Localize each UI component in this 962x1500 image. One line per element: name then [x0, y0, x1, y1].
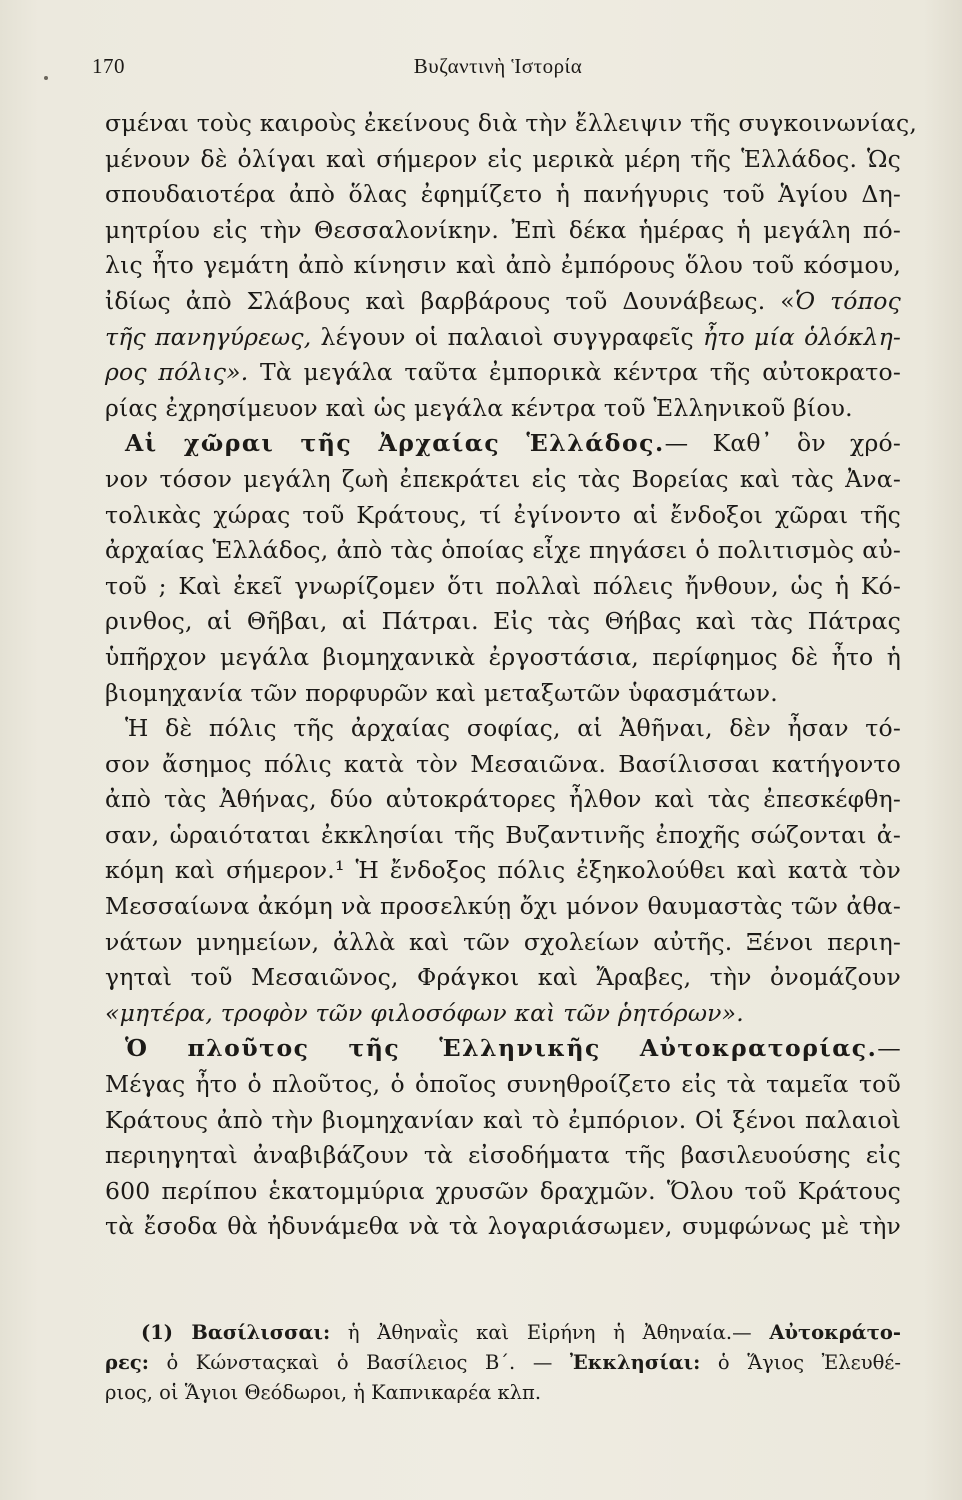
section-heading-line: [105, 426, 901, 462]
text-line: σπουδαιοτέρα ἀπὸ ὅλας ἐφημίζετο ἡ πανήγυρις τοῦ Ἁγίου Δη-: [105, 180, 901, 209]
footnote-term: Αὐτοκράτο-: [769, 1321, 901, 1344]
text-line: Κράτους ἀπὸ τὴν βιομηχανίαν καὶ τὸ ἐμπόριον. Οἱ ξένοι παλαιοὶ: [105, 1105, 901, 1134]
text-line: Μέγας ἦτο ὁ πλοῦτος, ὁ ὁποῖος συνηθροίζετο εἰς τὰ ταμεῖα τοῦ: [105, 1070, 901, 1099]
text-line: τολικὰς χώρας τοῦ Κράτους, τί ἐγίνοντο αἱ ἔνδοξοι χῶραι τῆς: [105, 500, 901, 529]
text-line: ρινθος, αἱ Θῆβαι, αἱ Πάτραι. Εἰς τὰς Θήβας καὶ τὰς Πάτρας: [105, 607, 901, 636]
page-header: [92, 50, 904, 90]
text-line: τὰ ἔσοδα θὰ ἠδυνάμεθα νὰ τὰ λογαριάσωμεν, συμφώνως μὲ τὴν: [105, 1212, 901, 1241]
section-heading: Αἱ χῶραι τῆς Ἀρχαίας Ἑλλάδος.: [125, 429, 665, 458]
text-line: βιομηχανία τῶν πορφυρῶν καὶ μεταξωτῶν ὑφασμάτων.: [105, 678, 778, 707]
text-line: Μεσσαίωνα ἀκόμη νὰ προσελκύῃ ὄχι μόνον θαυμαστὰς τῶν ἀθα-: [105, 892, 901, 921]
text-line: σμέναι τοὺς καιροὺς ἐκείνους διὰ τὴν ἔλλειψιν τῆς συγκοινωνίας,: [105, 109, 917, 137]
text-line: νάτων μνημείων, ἀλλὰ καὶ τῶν σχολείων αὐτῆς. Ξένοι περιη-: [105, 927, 901, 956]
text-line: 600 περίπου ἑκατομμύρια χρυσῶν δραχμῶν. Ὅλου τοῦ Κράτους: [105, 1176, 901, 1205]
text-run: ἰδίως ἀπὸ Σλάβους καὶ βαρβάρους τοῦ Δουνάβεως. «: [105, 286, 795, 315]
footnote-line: ριος, οἱ Ἅγιοι Θεόδωροι, ἡ Καπνικαρέα κλπ.: [105, 1381, 542, 1404]
text-line: σαν, ὡραιόταται ἐκκλησίαι τῆς Βυζαντινῆς ἐποχῆς σώζονται ἀ-: [105, 820, 901, 849]
footnote-text: ὁ Κώνσταςκαὶ ὁ Βασίλειος Β΄. —: [148, 1351, 570, 1374]
text-line: [105, 284, 901, 320]
text-line: ὑπῆρχον μεγάλα βιομηχανικὰ ἐργοστάσια, περίφημος δὲ ἦτο ἡ: [105, 642, 901, 671]
text-line: ἀρχαίας Ἑλλάδος, ἀπὸ τὰς ὁποίας εἶχε πηγάσει ὁ πολιτισμὸς αὐ-: [105, 536, 901, 565]
text-run: —: [877, 1034, 901, 1063]
section-heading: Ὁ πλοῦτος τῆς Ἑλληνικῆς Αὐτοκρατορίας.: [125, 1034, 878, 1063]
margin-dot: [44, 76, 48, 80]
text-run: Τὰ μεγάλα ταῦτα ἐμπορικὰ κέντρα τῆς αὐτοκρατο-: [248, 358, 901, 387]
footnote-line: [105, 1318, 901, 1348]
text-line: νον τόσον μεγάλη ζωὴ ἐπεκράτει εἰς τὰς Βορείας καὶ τὰς Ἀνα-: [105, 464, 901, 493]
page-number: 170: [92, 54, 125, 78]
text-line: περιηγηταὶ ἀναβιβάζουν τὰ εἰσοδήματα τῆς βασιλευούσης εἰς: [105, 1141, 901, 1170]
footnote-term: ρες:: [105, 1351, 149, 1374]
running-head: Βυζαντινὴ Ἱστορία: [413, 54, 583, 78]
text-run: λέγουν οἱ παλαιοὶ συγγραφεῖς: [311, 322, 704, 351]
text-line: τοῦ ; Καὶ ἐκεῖ γνωρίζομεν ὅτι πολλαὶ πόλεις ἤνθουν, ὡς ἡ Κό-: [105, 571, 901, 600]
text-line: σον ἄσημος πόλις κατὰ τὸν Μεσαιῶνα. Βασίλισσαι κατήγοντο: [105, 749, 901, 778]
text-line: λις ἦτο γεμάτη ἀπὸ κίνησιν καὶ ἀπὸ ἐμπόρους ὅλου τοῦ κόσμου,: [105, 251, 901, 280]
body-text: [105, 106, 917, 1245]
text-line: ἀπὸ τὰς Ἀθήνας, δύο αὐτοκράτορες ἦλθον καὶ τὰς ἐπεσκέφθη-: [105, 785, 901, 814]
footnote-text: ὁ Ἅγιος Ἐλευθέ-: [700, 1351, 901, 1374]
quote-run: τῆς πανηγύρεως,: [105, 322, 312, 351]
text-line: κόμη καὶ σήμερον.¹ Ἡ ἔνδοξος πόλις ἐξηκολούθει καὶ κατὰ τὸν: [105, 856, 901, 885]
footnote-line: [105, 1348, 901, 1378]
text-run: — Καθ᾿ ὃν χρό-: [664, 429, 901, 458]
section-heading-line: [105, 1031, 901, 1067]
footnote-text: ἡ Ἀθηναῒς καὶ Εἰρήνη ἡ Ἀθηναία.—: [330, 1321, 770, 1344]
text-line: «μητέρα, τροφὸν τῶν φιλοσόφων καὶ τῶν ῥητόρων».: [105, 998, 744, 1027]
text-line: ρίας ἐχρησίμευον καὶ ὡς μεγάλα κέντρα τοῦ Ἑλληνικοῦ βίου.: [105, 393, 853, 422]
text-line: [105, 355, 901, 391]
quote-run: ρος πόλις».: [105, 358, 249, 387]
text-line: γηταὶ τοῦ Μεσαιῶνος, Φράγκοι καὶ Ἄραβες, τὴν ὀνομάζουν: [105, 963, 901, 992]
quote-run: ἦτο μία ὁλόκλη-: [703, 322, 901, 351]
text-line: μένουν δὲ ὀλίγαι καὶ σήμερον εἰς μερικὰ μέρη τῆς Ἑλλάδος. Ὡς: [105, 144, 901, 173]
footnotes: [105, 1318, 901, 1408]
quote-run: Ὁ τόπος: [794, 286, 901, 315]
footnote-term: Ἐκκλησίαι:: [569, 1351, 701, 1374]
text-line: [105, 320, 901, 356]
text-line: μητρίου εἰς τὴν Θεσσαλονίκην. Ἐπὶ δέκα ἡμέρας ἡ μεγάλη πό-: [105, 215, 901, 244]
text-line: Ἡ δὲ πόλις τῆς ἀρχαίας σοφίας, αἱ Ἀθῆναι, δὲν ἦσαν τό-: [125, 714, 901, 743]
footnote-term: (1) Βασίλισσαι:: [141, 1321, 331, 1344]
